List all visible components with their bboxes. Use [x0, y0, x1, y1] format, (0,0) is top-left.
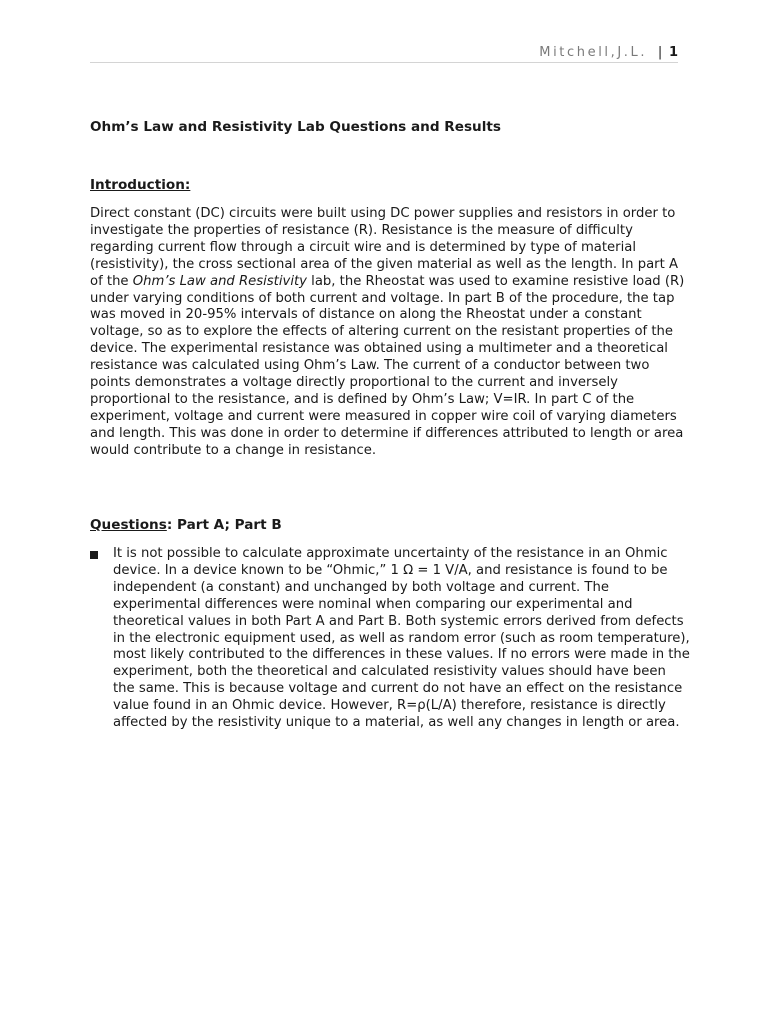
introduction-heading-text: Introduction:: [90, 177, 191, 193]
introduction-paragraph: [90, 206, 686, 460]
introduction-italic-lab-name: Ohm’s Law and Resistivity: [132, 273, 307, 289]
list-item: [90, 546, 690, 732]
document-title: Ohm’s Law and Resistivity Lab Questions and Results: [90, 119, 501, 135]
introduction-text-part-1: Direct constant (DC) circuits were built using DC power supplies and resistors in order to investigate the properties of resistance (R). Resistance is the measure of difficulty regarding current flow through a circuit wire and is determined by type of material (resistivity), the cross sectional area of the given material as well as the length. In part A of the: [90, 206, 678, 289]
questions-heading-underlined: Questions: [90, 517, 167, 533]
square-bullet-icon: [90, 551, 98, 559]
questions-heading: [90, 517, 282, 533]
page-number: 1: [668, 45, 678, 60]
header-separator: |: [657, 45, 663, 60]
introduction-text-part-2: lab, the Rheostat was used to examine resistive load (R) under varying conditions of both current and voltage. In part B of the procedure, the tap was moved in 20-95% intervals of distance on along the Rheostat under a constant voltage, so as to explore the effects of altering current on the resistant properties of the device. The experimental resistance was obtained using a multimeter and a theoretical resistance was calculated using Ohm’s Law. The current of a conductor between two points demonstrates a voltage directly proportional to the current and inversely proportional to the resistance, and is defined by Ohm’s Law; V=IR. In part C of the experiment, voltage and current were measured in copper wire coil of varying diameters and length. This was done in order to determine if differences attributed to length or area would contribute to a change in resistance.: [90, 273, 685, 458]
questions-bullet-list: [90, 546, 690, 732]
introduction-heading: [90, 177, 190, 193]
header-author: Mitchell,J.L.: [539, 45, 648, 60]
page-header: [539, 45, 678, 60]
header-rule: [90, 62, 678, 63]
bullet-text: It is not possible to calculate approximate uncertainty of the resistance in an Ohmic device. In a device known to be “Ohmic,” 1 Ω = 1 V/A, and resistance is found to be independent (a constant) and unchanged by both voltage and current. The experimental differences were nominal when comparing our experimental and theoretical values in both Part A and Part B. Both systemic errors derived from defects in the electronic equipment used, as well as random error (such as room temperature), most likely contributed to the differences in these values. If no errors were made in the experiment, both the theoretical and calculated resistivity values should have been the same. This is because voltage and current do not have an effect on the resistance value found in an Ohmic device. However, R=ρ(L/A) therefore, resistance is directly affected by the resistivity unique to a material, as well any changes in length or area.: [113, 546, 690, 731]
questions-heading-rest: : Part A; Part B: [166, 517, 282, 533]
